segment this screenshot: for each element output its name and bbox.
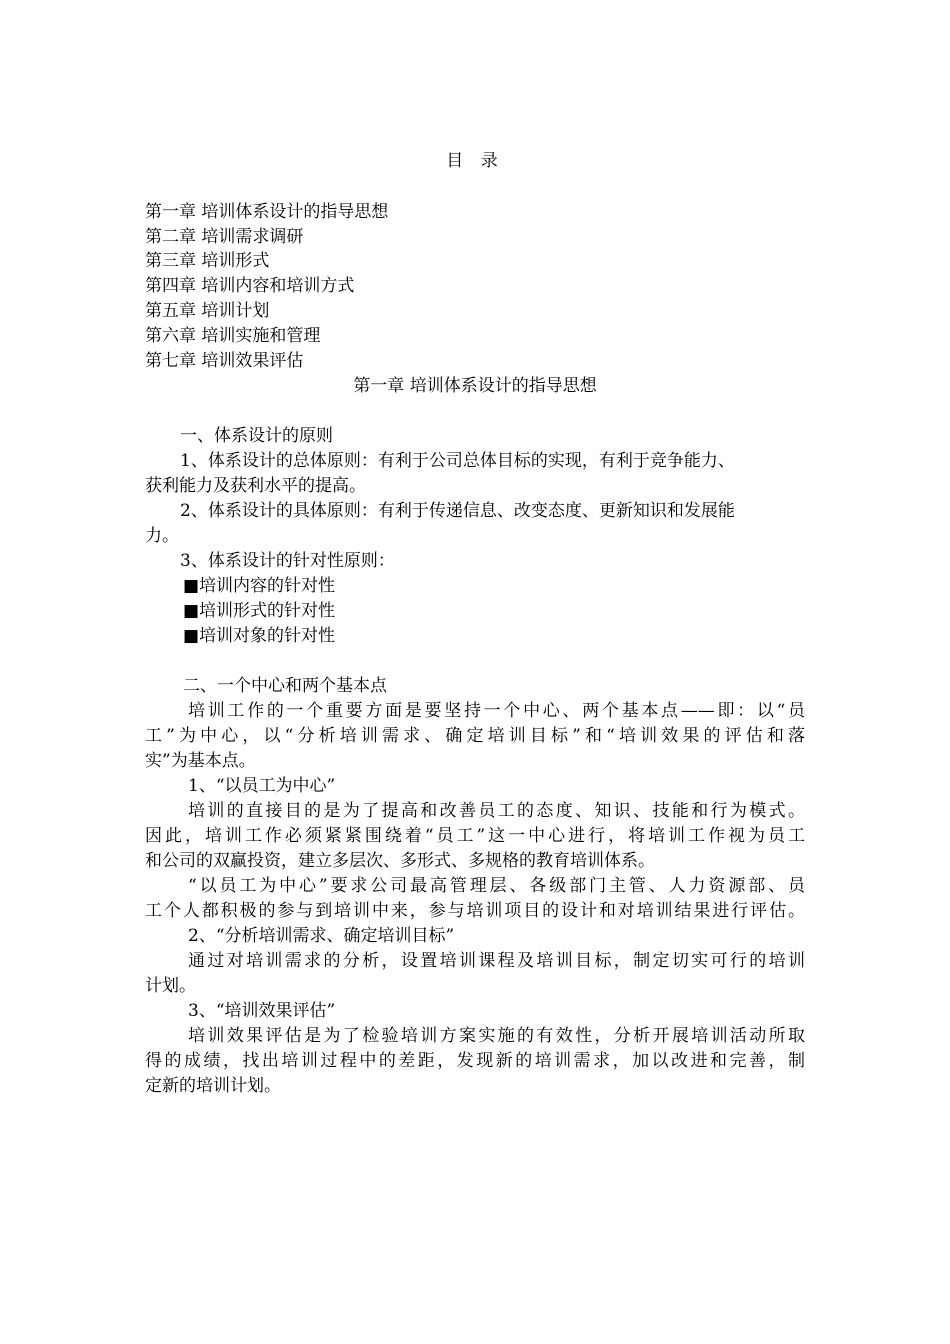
subsection-1-p2-line-1: “以员工为中心”要求公司最高管理层、各级部门主管、人力资源部、员: [188, 876, 805, 896]
subsection-2-heading: 2、“分析培训需求、确定培训目标”: [188, 926, 455, 946]
section-2-intro-line-1: 培训工作的一个重要方面是要坚持一个中心、两个基本点——即：以“员: [188, 701, 805, 721]
section-2-heading: 二、一个中心和两个基本点: [183, 676, 387, 696]
toc-item-chapter-2: 第二章 培训需求调研: [145, 227, 304, 247]
subsection-2-p1-line-1: 通过对培训需求的分析，设置培训课程及培训目标，制定切实可行的培训: [188, 951, 805, 971]
principle-1-line-1: 1、体系设计的总体原则：有利于公司总体目标的实现，有利于竞争能力、: [180, 451, 735, 471]
subsection-1-p2-line-2: 工个人都积极的参与到培训中来，参与培训项目的设计和对培训结果进行评估。: [145, 901, 805, 921]
toc-item-chapter-1: 第一章 培训体系设计的指导思想: [145, 202, 389, 222]
bullet-item: ■培训形式的针对性: [183, 601, 336, 621]
toc-item-chapter-4: 第四章 培训内容和培训方式: [145, 276, 355, 296]
subsection-2-p1-line-2: 计划。: [145, 976, 196, 996]
subsection-1-p1-line-1: 培训的直接目的是为了提高和改善员工的态度、知识、技能和行为模式。: [188, 801, 805, 821]
toc-item-chapter-7: 第七章 培训效果评估: [145, 351, 304, 371]
subsection-3-p1-line-1: 培训效果评估是为了检验培训方案实施的有效性，分析开展培训活动所取: [188, 1026, 805, 1046]
subsection-3-p1-line-3: 定新的培训计划。: [145, 1076, 281, 1096]
subsection-3-heading: 3、“培训效果评估”: [188, 1001, 336, 1021]
principle-2-line-1: 2、体系设计的具体原则：有利于传递信息、改变态度、更新知识和发展能: [180, 501, 735, 521]
bullet-item: ■培训内容的针对性: [183, 576, 336, 596]
bullet-item: ■培训对象的针对性: [183, 626, 336, 646]
section-2-intro-line-2: 工”为中心，以“分析培训需求、确定培训目标”和“培训效果的评估和落: [145, 726, 805, 746]
principle-3: 3、体系设计的针对性原则：: [180, 551, 395, 571]
section-1-heading: 一、体系设计的原则: [180, 426, 333, 446]
principle-1-line-2: 获利能力及获利水平的提高。: [145, 476, 366, 496]
subsection-1-p1-line-3: 和公司的双赢投资，建立多层次、多形式、多规格的教育培训体系。: [145, 851, 655, 871]
subsection-3-p1-line-2: 得的成绩，找出培训过程中的差距，发现新的培训需求，加以改进和完善，制: [145, 1051, 805, 1071]
section-2-intro-line-3: 实”为基本点。: [145, 751, 256, 771]
toc-item-chapter-3: 第三章 培训形式: [145, 251, 270, 271]
subsection-1-heading: 1、“以员工为中心”: [188, 776, 336, 796]
toc-title: 目 录: [446, 151, 504, 171]
toc-item-chapter-5: 第五章 培训计划: [145, 301, 270, 321]
principle-2-line-2: 力。: [145, 526, 179, 546]
toc-item-chapter-6: 第六章 培训实施和管理: [145, 326, 321, 346]
subsection-1-p1-line-2: 因此，培训工作必须紧紧围绕着“员工”这一中心进行，将培训工作视为员工: [145, 826, 805, 846]
chapter-1-heading: 第一章 培训体系设计的指导思想: [353, 376, 597, 396]
